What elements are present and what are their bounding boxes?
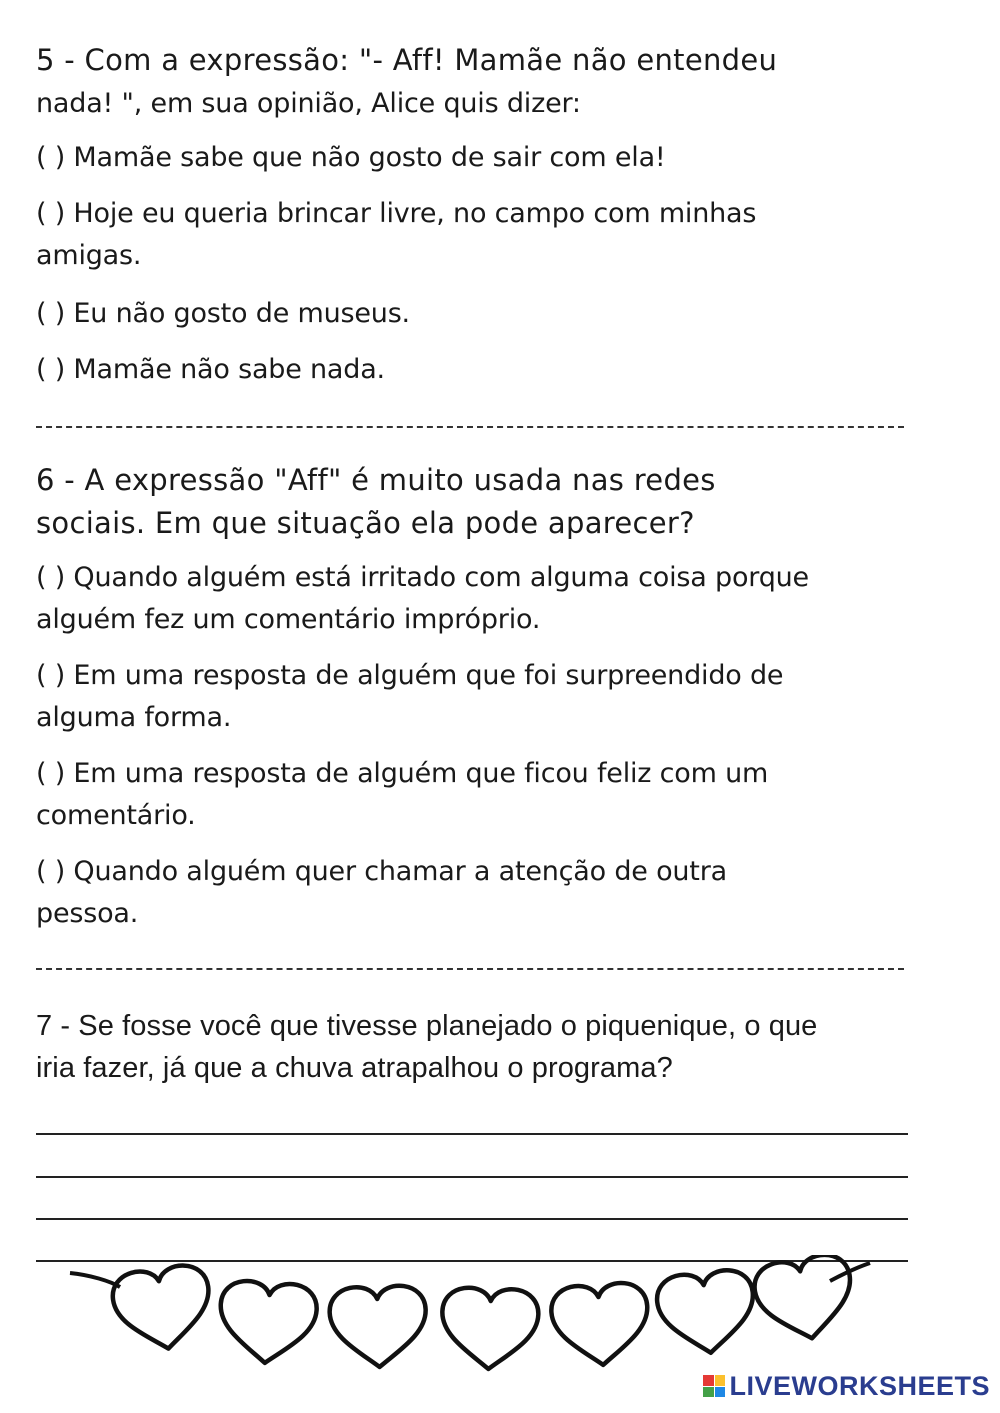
q6-title-line-2: sociais. Em que situação ela pode aparecer? bbox=[36, 506, 695, 540]
q7-title-line-2: iria fazer, já que a chuva atrapalhou o programa? bbox=[36, 1052, 673, 1084]
q6-option-3-cont: comentário. bbox=[36, 800, 196, 831]
q6-option-1-cont: alguém fez um comentário impróprio. bbox=[36, 604, 541, 635]
liveworksheets-mark-icon bbox=[703, 1375, 725, 1397]
q6-option-4-cont: pessoa. bbox=[36, 898, 139, 929]
heart-icon bbox=[655, 1268, 759, 1358]
q5-option-2[interactable]: ( ) Hoje eu queria brincar livre, no campo com minhas bbox=[36, 198, 757, 229]
answer-line-2[interactable] bbox=[36, 1176, 908, 1178]
heart-garland-icon bbox=[0, 1255, 1000, 1385]
heart-icon bbox=[440, 1287, 539, 1371]
q6-title-line-1: 6 - A expressão "Aff" é muito usada nas redes bbox=[36, 463, 716, 497]
q5-title-line-2: nada! ", em sua opinião, Alice quis dizer: bbox=[36, 88, 581, 119]
separator-dashed-1 bbox=[36, 426, 904, 428]
q5-title-line-1: 5 - Com a expressão: "- Aff! Mamãe não entendeu bbox=[36, 43, 778, 77]
liveworksheets-logo-text: LIVEWORKSHEETS bbox=[729, 1370, 990, 1401]
answer-line-3[interactable] bbox=[36, 1218, 908, 1220]
answer-line-1[interactable] bbox=[36, 1133, 908, 1135]
heart-icon bbox=[217, 1279, 318, 1366]
heart-icon bbox=[751, 1255, 860, 1347]
q6-option-4[interactable]: ( ) Quando alguém quer chamar a atenção de outra bbox=[36, 856, 727, 887]
q5-option-3[interactable]: ( ) Eu não gosto de museus. bbox=[36, 298, 410, 329]
liveworksheets-logo[interactable] bbox=[703, 1371, 990, 1401]
q6-option-3[interactable]: ( ) Em uma resposta de alguém que ficou feliz com um bbox=[36, 758, 769, 789]
q6-option-2-cont: alguma forma. bbox=[36, 702, 232, 733]
separator-dashed-2 bbox=[36, 968, 904, 970]
heart-icon bbox=[550, 1281, 651, 1368]
q5-option-2-cont: amigas. bbox=[36, 240, 142, 271]
heart-icon bbox=[110, 1262, 216, 1355]
q5-option-1[interactable]: ( ) Mamãe sabe que não gosto de sair com ela! bbox=[36, 142, 666, 173]
q6-option-1[interactable]: ( ) Quando alguém está irritado com alguma coisa porque bbox=[36, 562, 809, 593]
heart-icon bbox=[329, 1285, 428, 1369]
q6-option-2[interactable]: ( ) Em uma resposta de alguém que foi surpreendido de bbox=[36, 660, 784, 691]
q7-title-line-1: 7 - Se fosse você que tivesse planejado o piquenique, o que bbox=[36, 1010, 818, 1042]
q5-option-4[interactable]: ( ) Mamãe não sabe nada. bbox=[36, 354, 385, 385]
